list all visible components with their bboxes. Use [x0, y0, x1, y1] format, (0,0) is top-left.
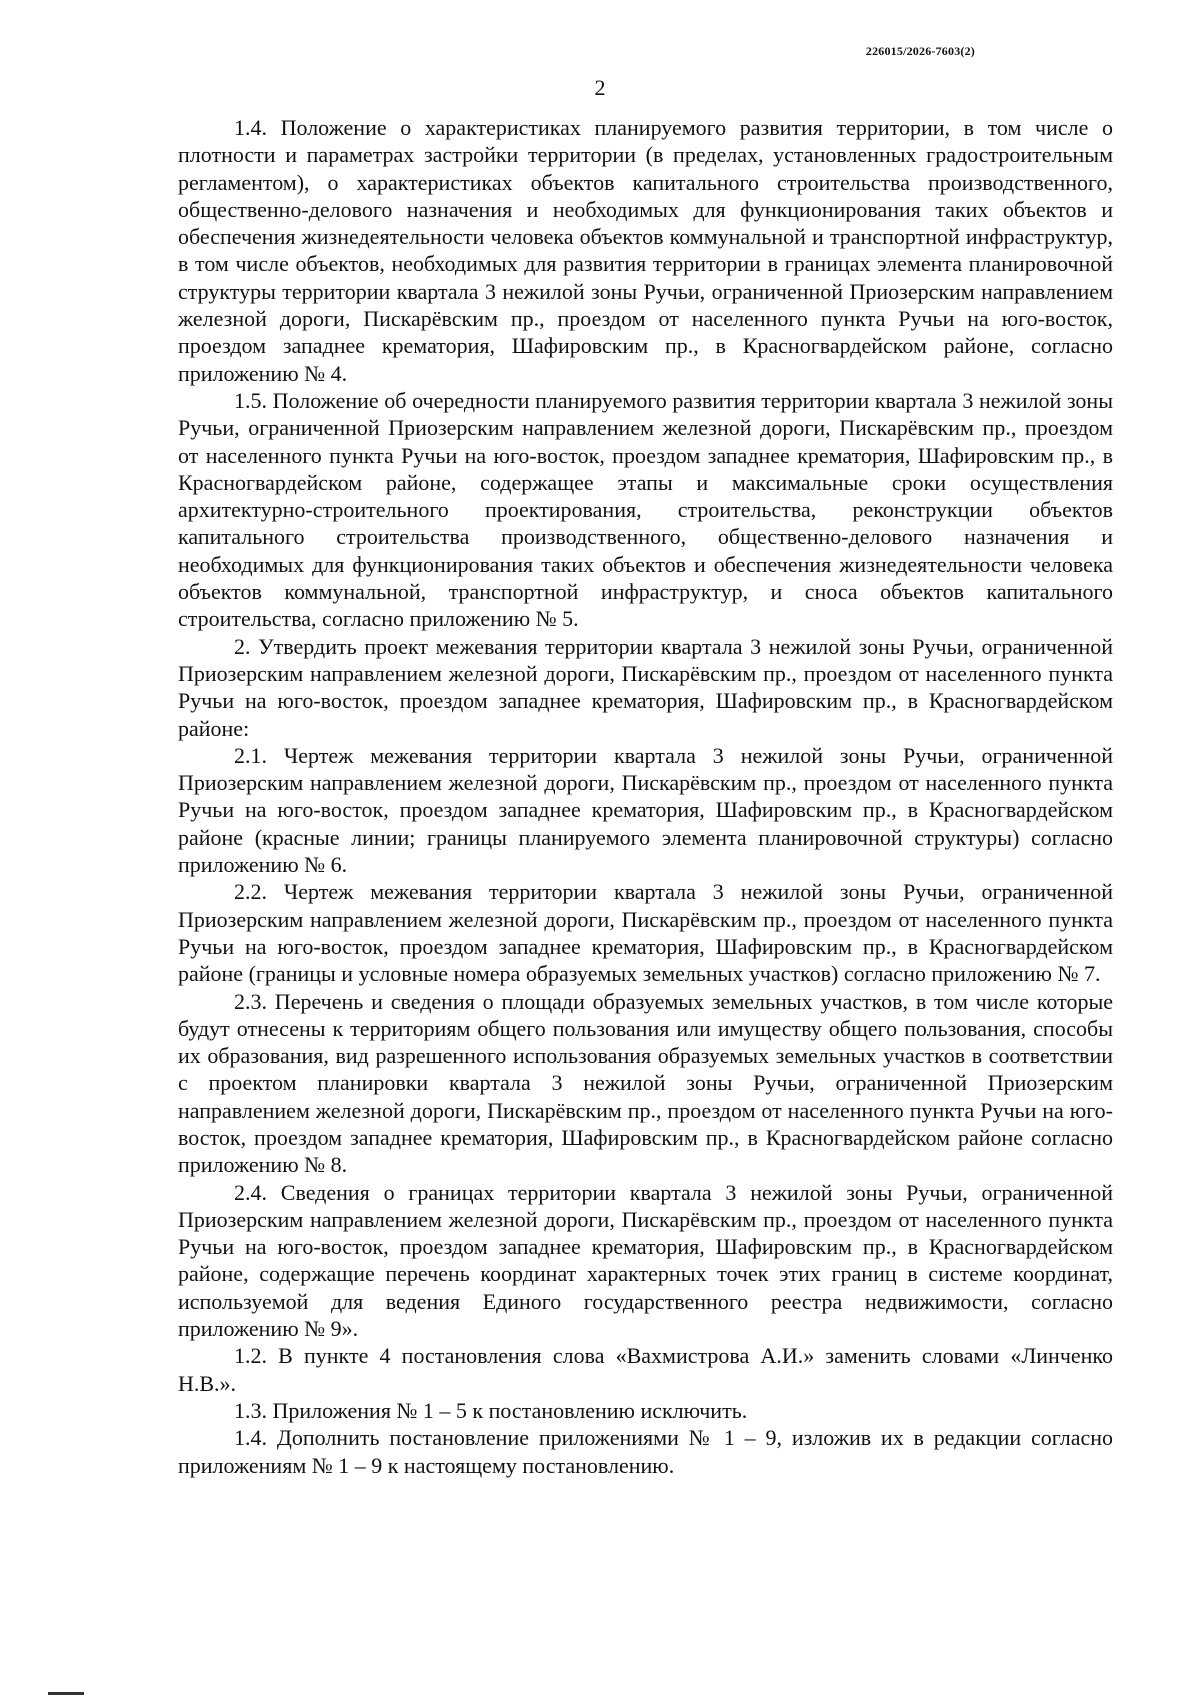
paragraph-1-5-sequence: 1.5. Положение об очередности планируемого развития территории квартала 3 нежилой зоны Ручьи, ограниченной Приозерским направлением железной дороги, Пискарёвским пр., проездом от населенного пункта Ручьи на юго-восток, проездом западнее крематория, Шафировским пр., в Красногвардейском районе, содержащее этапы и максимальные сроки осуществления архитектурно-строительного проектирования, строительства, реконструкции объектов капитального строительства производственного, общественно-делового назначения и необходимых для функционирования таких объектов и обеспечения жизнедеятельности человека объектов коммунальной, транспортной инфраструктур, и сноса объектов капитального строительства, согласно приложению № 5. [178, 387, 1113, 632]
paragraph-2-approve-survey: 2. Утвердить проект межевания территории квартала 3 нежилой зоны Ручьи, ограниченной Приозерским направлением железной дороги, Пискарёвским пр., проездом от населенного пункта Ручьи на юго-восток, проездом западнее крематория, Шафировским пр., в Красногвардейском районе: [178, 633, 1113, 741]
paragraph-1-2-replace: 1.2. В пункте 4 постановления слова «Вахмистрова А.И.» заменить словами «Линченко Н.В.». [178, 1343, 1113, 1396]
scan-corner-mark [48, 1692, 84, 1700]
paragraph-2-4-boundaries: 2.4. Сведения о границах территории квартала 3 нежилой зоны Ручьи, ограниченной Приозерским направлением железной дороги, Пискарёвским пр., проездом от населенного пункта Ручьи на юго-восток, проездом западнее крематория, Шафировским пр., в Красногвардейском районе, содержащие перечень координат характерных точек этих границ в системе координат, используемой для ведения Единого государственного реестра недвижимости, согласно приложению № 9». [178, 1179, 1113, 1342]
paragraph-2-2-drawing: 2.2. Чертеж межевания территории квартала 3 нежилой зоны Ручьи, ограниченной Приозерским направлением железной дороги, Пискарёвским пр., проездом от населенного пункта Ручьи на юго-восток, проездом западнее крематория, Шафировским пр., в Красногвардейском районе (границы и условные номера образуемых земельных участков) согласно приложению № 7. [178, 879, 1113, 987]
paragraph-1-3-exclude: 1.3. Приложения № 1 – 5 к постановлению исключить. [234, 1397, 748, 1423]
paragraph-2-1-drawing: 2.1. Чертеж межевания территории квартала 3 нежилой зоны Ручьи, ограниченной Приозерским направлением железной дороги, Пискарёвским пр., проездом от населенного пункта Ручьи на юго-восток, проездом западнее крематория, Шафировским пр., в Красногвардейском районе (красные линии; границы планируемого элемента планировочной структуры) согласно приложению № 6. [178, 742, 1113, 878]
paragraph-1-4-characteristics: 1.4. Положение о характеристиках планируемого развития территории, в том числе о плотности и параметрах застройки территории (в пределах, установленных градостроительным регламентом), о характеристиках объектов капитального строительства производственного, общественно-делового назначения и необходимых для функционирования таких объектов и обеспечения жизнедеятельности человека объектов коммунальной и транспортной инфраструктур, в том числе объектов, необходимых для развития территории в границах элемента планировочной структуры территории квартала 3 нежилой зоны Ручьи, ограниченной Приозерским направлением железной дороги, Пискарёвским пр., проездом от населенного пункта Ручьи на юго-восток, проездом западнее крематория, Шафировским пр., в Красногвардейском районе, согласно приложению № 4. [178, 115, 1113, 386]
page-number: 2 [594, 75, 606, 100]
paragraph-2-3-list: 2.3. Перечень и сведения о площади образуемых земельных участков, в том числе которые будут отнесены к территориям общего пользования или имуществу общего пользования, способы их образования, вид разрешенного использования образуемых земельных участков в соответствии с проектом планировки квартала 3 нежилой зоны Ручьи, ограниченной Приозерским направлением железной дороги, Пискарёвским пр., проездом от населенного пункта Ручьи на юго-восток, проездом западнее крематория, Шафировским пр., в Красногвардейском районе согласно приложению № 8. [178, 988, 1113, 1178]
document-id: 226015/2026-7603(2) [865, 44, 975, 58]
paragraph-1-4-supplement: 1.4. Дополнить постановление приложениями № 1 – 9, изложив их в редакции согласно приложениям № 1 – 9 к настоящему постановлению. [178, 1425, 1113, 1478]
document-body [178, 114, 1113, 1479]
